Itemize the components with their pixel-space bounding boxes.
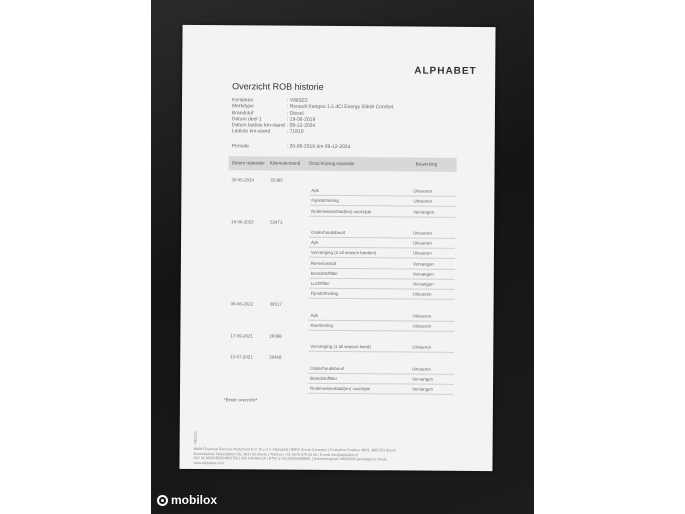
mobilox-watermark xyxy=(157,493,217,507)
footer-line: ING NL36INGB0654850750 | BIC INGBNL2A | BTW nr NL003465988B01 | Handelsregister 08083006 gevestigd te Breda xyxy=(193,456,387,462)
meta-value: : Diesel xyxy=(286,110,304,117)
page-title: Overzicht ROB historie xyxy=(232,81,324,92)
repair-action: Uitvoeren xyxy=(413,188,433,194)
repair-description: Apk xyxy=(310,312,319,318)
period-row xyxy=(232,143,351,150)
repair-description: Brandstoffilter xyxy=(310,375,338,381)
repair-action: Vervangen xyxy=(412,281,434,287)
meta-value: : V883ZC xyxy=(287,97,309,104)
header-km: Kilometerstand xyxy=(269,160,301,166)
repair-date: 17-09-2021 xyxy=(230,333,253,339)
repair-action: Uitvoeren xyxy=(412,344,432,350)
watermark-text: mobilox xyxy=(171,493,218,507)
row-divider xyxy=(308,393,454,395)
repair-date: 30-05-2024 xyxy=(231,177,254,183)
repair-description: Onderhoudsbeurt xyxy=(310,365,345,371)
meta-value: : 19-06-2019 xyxy=(286,116,316,123)
repair-description: Ruitenwisserblad(en) voorzijde xyxy=(310,385,371,392)
repair-date: 16-06-2023 xyxy=(231,219,254,225)
row-divider xyxy=(309,278,455,280)
row-divider xyxy=(309,215,455,217)
repair-action: Uitvoeren xyxy=(412,313,432,319)
repair-action: Uitvoeren xyxy=(413,198,433,205)
repair-action: Uitvoeren xyxy=(413,230,432,236)
row-divider xyxy=(309,237,455,239)
row-divider xyxy=(309,257,455,259)
repair-km: 55385 xyxy=(270,177,283,183)
repair-description: Roetmeting xyxy=(310,322,333,328)
row-divider xyxy=(308,351,454,353)
row-divider xyxy=(309,195,455,197)
meta-label: Laatste km-stand xyxy=(231,128,271,136)
meta-row xyxy=(232,129,393,136)
mobilox-logo-icon xyxy=(157,495,168,506)
repair-description: Apk xyxy=(311,188,319,194)
repair-date: 09-06-2022 xyxy=(230,301,254,307)
meta-label: Datum deel 1 xyxy=(231,116,262,123)
meta-label: Kenteken xyxy=(232,97,254,104)
row-divider xyxy=(309,205,455,207)
header-action: Bewerking xyxy=(415,161,438,167)
repair-km: 26468 xyxy=(269,354,282,361)
period-label: Periode xyxy=(231,143,249,150)
repair-date: 13-07-2021 xyxy=(230,354,253,360)
row-divider xyxy=(308,383,454,385)
footer-line: www.alphabet.com xyxy=(193,460,224,465)
meta-value: : Renault Kangoo 1.5 dCi Energy 55kW Comfort xyxy=(286,103,394,111)
meta-value: : 09-12-2024 xyxy=(286,122,316,130)
row-divider xyxy=(308,372,454,374)
repair-km: 39517 xyxy=(269,301,282,308)
repair-description: Luchtfilter xyxy=(310,280,330,286)
repair-action: Uitvoeren xyxy=(412,250,432,257)
row-divider xyxy=(308,330,454,332)
footer-line: BMW Financial Services Nederland B.V. (h.o.d.n. Alphabet) | BMW Group Company | Postadres Postbus 4843, 4803 EH Breda xyxy=(193,447,396,453)
repair-action: Vervangen xyxy=(412,261,434,267)
repair-action: Vervangen xyxy=(412,271,434,277)
repair-action: Uitvoeren xyxy=(412,291,432,297)
row-divider xyxy=(309,298,455,300)
repair-description: Ruitenwisserblad(en) voorzijde xyxy=(311,208,372,214)
end-note: *Einde overzicht* xyxy=(223,397,258,403)
repair-description: Vervanging (2 all season banden) xyxy=(310,250,377,256)
meta-label: Merk/type xyxy=(231,103,254,110)
row-divider xyxy=(309,267,455,269)
side-code: 79R0220 xyxy=(193,431,198,446)
alphabet-logo: ALPHABET xyxy=(414,65,477,77)
repair-action: Uitvoeren xyxy=(412,366,431,372)
meta-label: Brandstof xyxy=(231,109,254,117)
repair-km: 28388 xyxy=(269,333,282,339)
footer-line: Bezoekadres Takkebijsters 55, 4817 BL Breda | Telefoon +31 (0)76 579 33 00 | E-mail info@alphabet.nl xyxy=(193,451,359,457)
repair-description: Remvloeistof xyxy=(310,260,337,266)
repair-km: 52471 xyxy=(270,219,283,225)
row-divider xyxy=(309,247,455,249)
row-divider xyxy=(309,288,455,290)
vehicle-meta xyxy=(232,97,394,136)
period-value: : 20-06-2019 t/m 09-12-2024 xyxy=(286,143,351,151)
repair-description: Fijnstofmeting xyxy=(311,198,339,204)
repair-action: Vervangen xyxy=(412,376,434,382)
meta-value: : 71810 xyxy=(286,129,304,136)
repair-description: Vervanging (1 all season band) xyxy=(310,344,371,350)
footer-block xyxy=(193,447,395,467)
row-divider xyxy=(308,319,454,321)
repair-action: Uitvoeren xyxy=(412,323,432,329)
repair-action: Vervangen xyxy=(413,209,435,215)
repair-description: Onderhoudsbeurt xyxy=(311,229,346,236)
repair-description: Apk xyxy=(311,240,319,246)
meta-label: Datum laatste km-stand xyxy=(231,122,285,129)
repair-action: Vervangen xyxy=(411,386,434,392)
header-date: Datum reparatie xyxy=(231,160,265,166)
repair-description: Fijnstofmeting xyxy=(310,291,339,297)
header-description: Omschrijving reparatie xyxy=(308,160,355,167)
document-page xyxy=(179,25,495,471)
repair-description: Brandstoffilter xyxy=(310,270,338,276)
repair-action: Uitvoeren xyxy=(413,240,432,246)
